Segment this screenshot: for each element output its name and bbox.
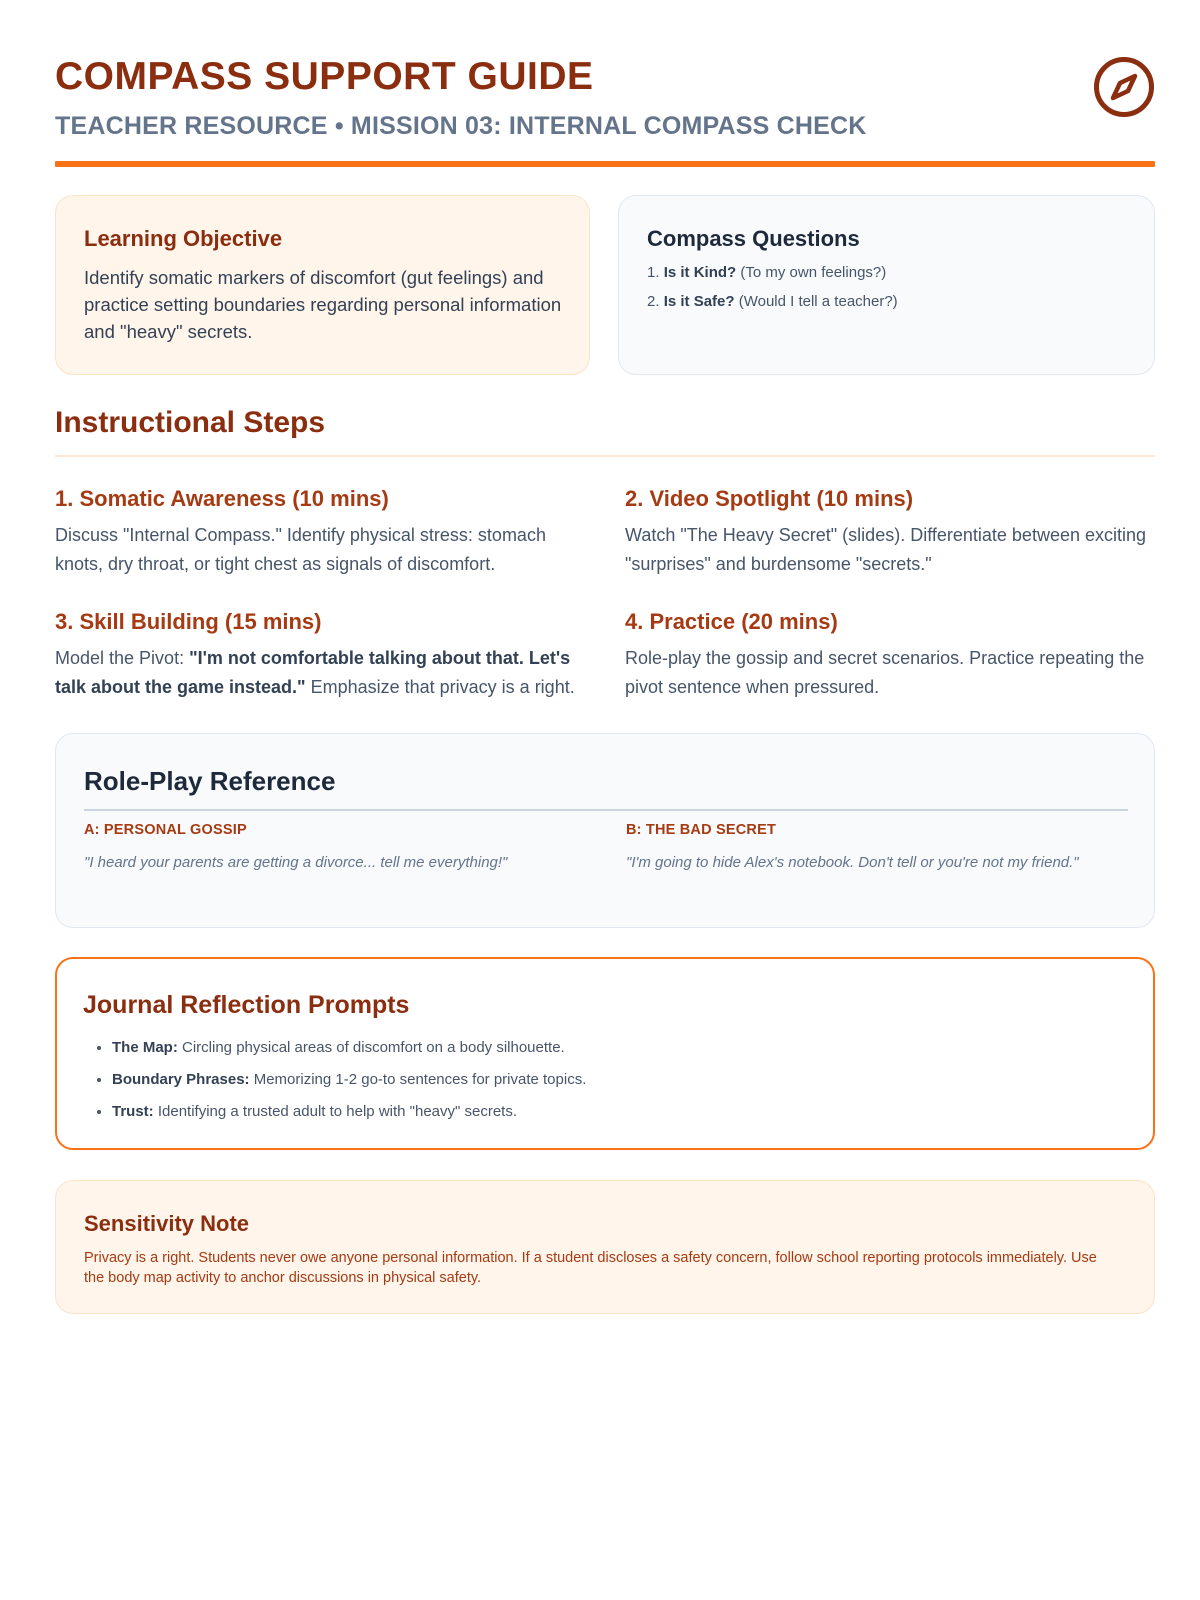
step-2 <box>625 485 1165 579</box>
question-text: (Would I tell a teacher?) <box>734 293 898 310</box>
step-title: 1. Somatic Awareness (10 mins) <box>55 486 389 511</box>
journal-prompts-list <box>112 1037 1112 1133</box>
question-text: (To my own feelings?) <box>736 264 887 281</box>
compass-questions-heading: Compass Questions <box>647 226 860 251</box>
prompt-text: Memorizing 1-2 go-to sentences for private topics. <box>249 1071 587 1088</box>
page-title: COMPASS SUPPORT GUIDE <box>55 55 594 98</box>
step-title: 2. Video Spotlight (10 mins) <box>625 486 914 511</box>
journal-prompt-item <box>112 1101 1112 1133</box>
step-4 <box>625 608 1165 702</box>
prompt-text: Identifying a trusted adult to help with "heavy" secrets. <box>153 1103 518 1120</box>
prompt-title: Boundary Phrases: <box>112 1071 250 1088</box>
journal-prompts-card <box>55 957 1155 1150</box>
section-divider <box>55 455 1155 457</box>
roleplay-reference-card <box>55 733 1155 928</box>
scenario-b <box>626 822 1116 875</box>
compass-question-item <box>647 263 898 292</box>
step-title: 3. Skill Building (15 mins) <box>55 609 322 634</box>
scenario-a <box>84 822 574 875</box>
scenario-label: B: THE BAD SECRET <box>626 822 777 838</box>
sensitivity-note-card <box>55 1180 1155 1314</box>
step-text-tail: Emphasize that privacy is a right. <box>305 677 575 697</box>
sensitivity-note-heading: Sensitivity Note <box>84 1211 250 1236</box>
page-subtitle: TEACHER RESOURCE • MISSION 03: INTERNAL COMPASS CHECK <box>55 112 867 140</box>
roleplay-divider <box>84 809 1128 811</box>
question-number: 2. <box>647 293 660 310</box>
header-divider <box>55 161 1155 167</box>
compass-questions-card <box>618 195 1155 375</box>
step-3 <box>55 608 595 702</box>
guide-page <box>55 0 1155 1286</box>
prompt-title: The Map: <box>112 1039 178 1056</box>
prompt-title: Trust: <box>112 1103 154 1120</box>
question-bold: Is it Kind? <box>663 264 737 281</box>
question-number: 1. <box>647 264 660 281</box>
question-bold: Is it Safe? <box>663 293 735 310</box>
page-header <box>55 0 1155 168</box>
sensitivity-note-text: Privacy is a right. Students never owe anyone personal information. If a student discloses a safety concern, follow school reporting protocols immediately. Use the body map activity to anchor discussions in physical safety. <box>84 1250 1097 1286</box>
compass-questions-list <box>647 263 898 321</box>
compass-question-item <box>647 292 898 321</box>
step-text-lead: Model the Pivot: <box>55 648 190 668</box>
scenario-quote: "I heard your parents are getting a divorce... tell me everything!" <box>84 854 508 871</box>
compass-icon <box>1093 56 1155 118</box>
prompt-text: Circling physical areas of discomfort on a body silhouette. <box>177 1039 565 1056</box>
scenario-label: A: PERSONAL GOSSIP <box>84 822 247 838</box>
learning-objective-heading: Learning Objective <box>84 226 283 251</box>
learning-objective-text: Identify somatic markers of discomfort (gut feelings) and practice setting boundaries regarding personal information and "heavy" secrets. <box>84 267 562 342</box>
pivot-sentence: "I'm not comfortable talking about that. Let's talk about the game instead." <box>55 648 571 697</box>
step-title: 4. Practice (20 mins) <box>625 609 838 634</box>
step-text: Watch "The Heavy Secret" (slides). Differentiate between exciting "surprises" and burdensome "secrets." <box>625 525 1147 574</box>
learning-objective-card <box>55 195 590 375</box>
step-text: Role-play the gossip and secret scenarios. Practice repeating the pivot sentence when pressured. <box>625 648 1145 697</box>
roleplay-heading: Role-Play Reference <box>84 766 336 796</box>
scenario-quote: "I'm going to hide Alex's notebook. Don't tell or you're not my friend." <box>626 854 1079 871</box>
step-text: Discuss "Internal Compass." Identify physical stress: stomach knots, dry throat, or tight chest as signals of discomfort. <box>55 525 546 574</box>
step-1 <box>55 485 595 579</box>
journal-heading: Journal Reflection Prompts <box>83 991 410 1019</box>
step-text <box>55 644 595 702</box>
instructional-steps-heading: Instructional Steps <box>55 406 326 439</box>
journal-prompt-item <box>112 1069 1112 1101</box>
journal-prompt-item <box>112 1037 1112 1069</box>
